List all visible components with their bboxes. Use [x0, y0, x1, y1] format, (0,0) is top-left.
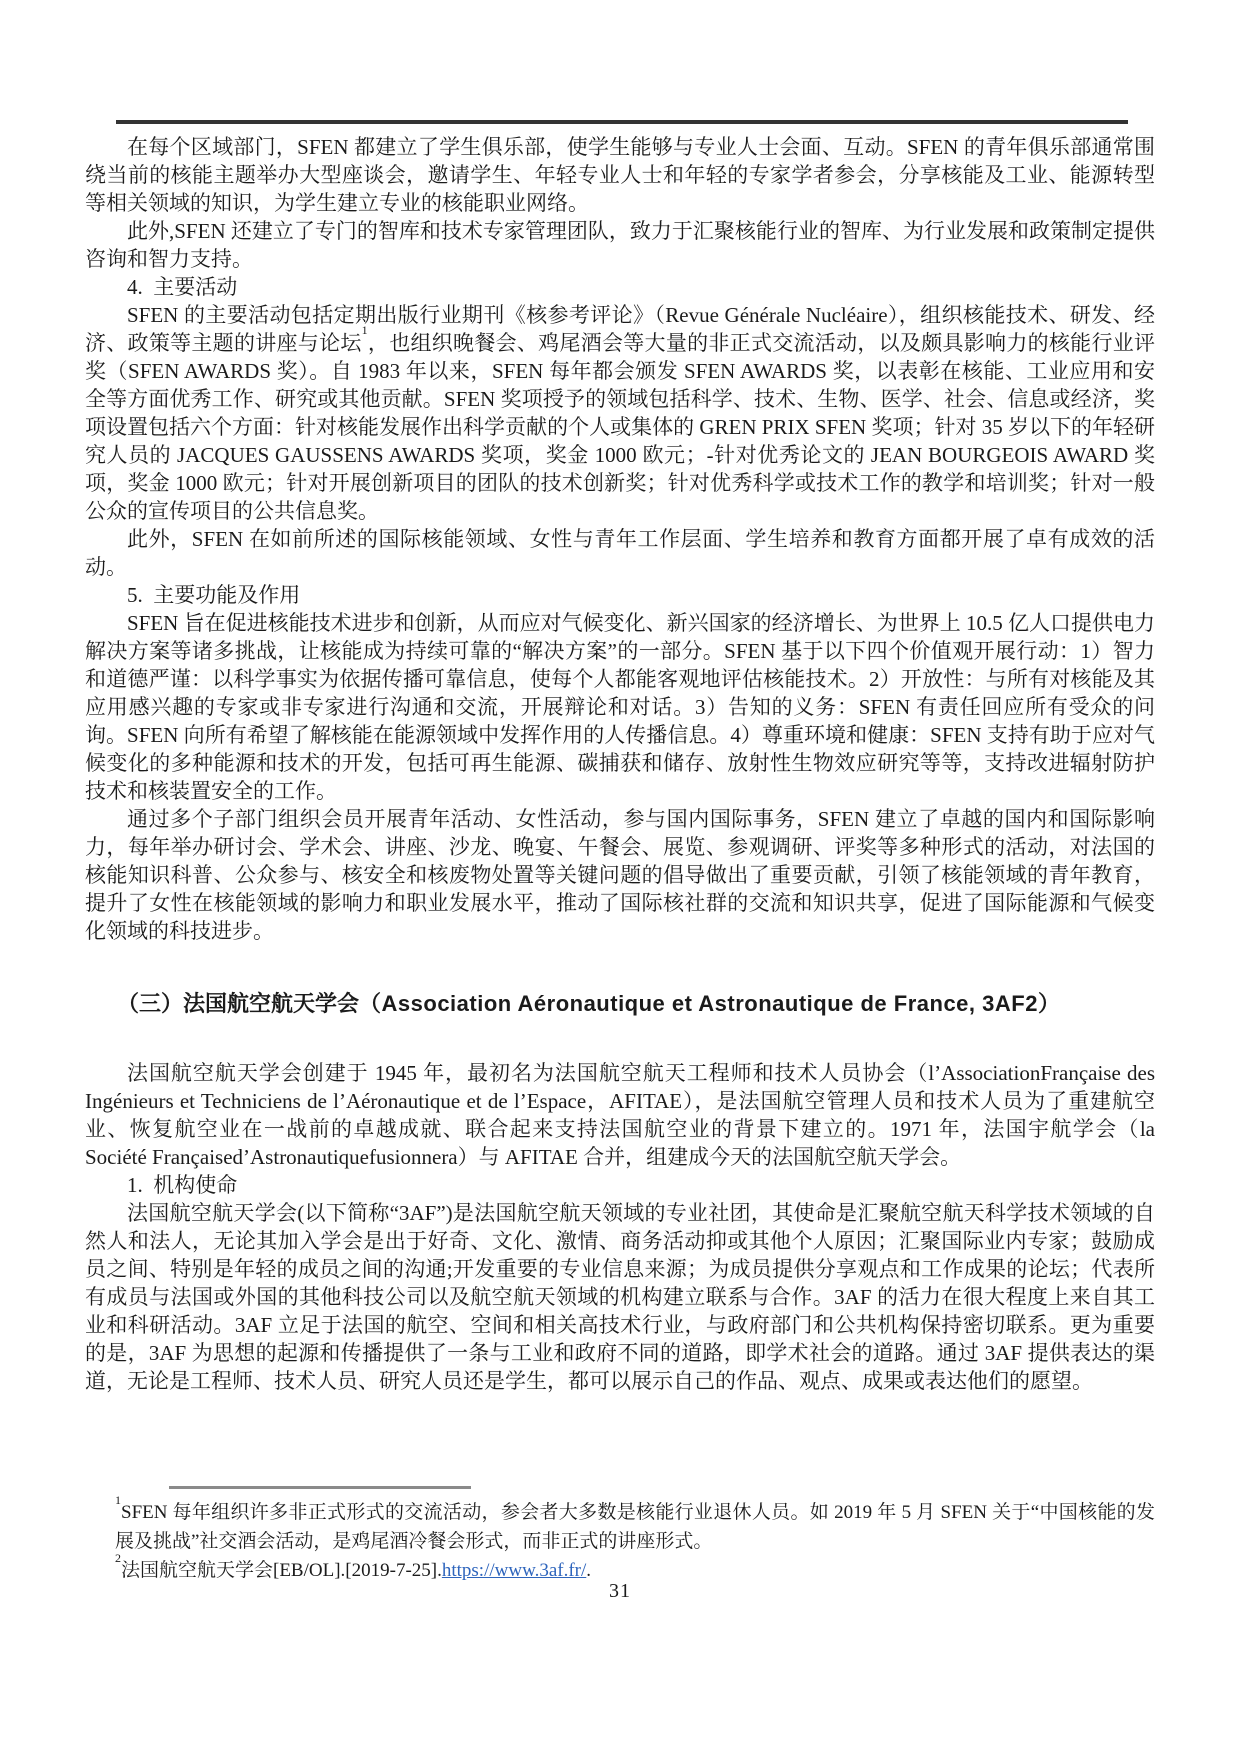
footnote-separator-rule [169, 1486, 471, 1489]
paragraph-3af-history: 法国航空航天学会创建于 1945 年，最初名为法国航空航天工程师和技术人员协会（l’AssociationFrançaise des Ingénieurs et Techniciens de l’Aéronautique et de l’Espace，AFITAE），是法国航空管理人员和技术人员为了重建航空业、恢复航空业在一战前的卓越成就、联合起来支持法国航空业的背景下建立的。1971 年，法国宇航学会（la Société Françaised’Astronautiquefusionnera）与 AFITAE 合并，组建成今天的法国航空航天学会。 [85, 1061, 1155, 1169]
paragraph-text: ，也组织晚餐会、鸡尾酒会等大量的非正式交流活动，以及颇具影响力的核能行业评奖（SFEN AWARDS 奖）。自 1983 年以来，SFEN 每年都会颁发 SFEN AWARDS 奖，以表彰在核能、工业应用和安全等方面优秀工作、研究或其他贡献。SFEN 奖项授予的领域包括科学、技术、生物、医学、社会、信息或经济，奖项设置包括六个方面：针对核能发展作出科学贡献的个人或集体的 GREN PRIX SFEN 奖项；针对 35 岁以下的年轻研究人员的 JACQUES GAUSSENS AWARDS 奖项，奖金 1000 欧元；-针对优秀论文的 JEAN BOURGEOIS AWARD 奖项，奖金 1000 欧元；针对开展创新项目的团队的技术创新奖；针对优秀科学或技术工作的教学和培训奖；针对一般公众的宣传项目的公共信息奖。 [85, 331, 1155, 523]
paragraph-sfen-other-work: 此外，SFEN 在如前所述的国际核能领域、女性与青年工作层面、学生培养和教育方面都开展了卓有成效的活动。 [85, 527, 1155, 579]
header-rule [116, 120, 1128, 124]
footnote-2-text: 法国航空航天学会[EB/OL].[2019-7-25]. [121, 1560, 442, 1581]
paragraph-sfen-student-clubs: 在每个区域部门，SFEN 都建立了学生俱乐部，使学生能够与专业人士会面、互动。SFEN 的青年俱乐部通常围绕当前的核能主题举办大型座谈会，邀请学生、年轻专业人士和年轻的专家学者参会，分享核能及工业、能源转型等相关领域的知识，为学生建立专业的核能职业网络。 [85, 135, 1155, 215]
footnote-ref-1: 1 [361, 323, 368, 337]
heading-org-mission: 1. 机构使命 [127, 1173, 238, 1197]
heading-main-activities: 4. 主要活动 [127, 275, 238, 299]
footnote-1 [115, 1492, 1155, 1556]
section-heading-chinese: （三）法国航空航天学会 [117, 991, 360, 1016]
footnote-2-marker: 2 [115, 1550, 121, 1565]
footnote-2-link[interactable]: https://www.3af.fr/ [441, 1560, 587, 1581]
footnote-2-text-suffix: . [586, 1560, 592, 1581]
footnotes-section [85, 1486, 1155, 1585]
document-body [85, 133, 1155, 1395]
paragraph-sfen-values: SFEN 旨在促进核能技术进步和创新，从而应对气候变化、新兴国家的经济增长、为世界上 10.5 亿人口提供电力解决方案等诸多挑战，让核能成为持续可靠的“解决方案”的一部分。SFEN 基于以下四个价值观开展行动：1）智力和道德严谨：以科学事实为依据传播可靠信息，使每个人都能客观地评估核能技术。2）开放性：与所有对核能及其应用感兴趣的专家或非专家进行沟通和交流，开展辩论和对话。3）告知的义务：SFEN 有责任回应所有受众的问询。SFEN 向所有希望了解核能在能源领域中发挥作用的人传播信息。4）尊重环境和健康：SFEN 支持有助于应对气候变化的多种能源和技术的开发，包括可再生能源、碳捕获和储存、放射性生物效应研究等等，支持改进辐射防护技术和核装置安全的工作。 [85, 611, 1155, 803]
paragraph-sfen-activities [85, 301, 1155, 525]
footnote-1-text: SFEN 每年组织许多非正式形式的交流活动，参会者大多数是核能行业退休人员。如 2019 年 5 月 SFEN 关于“中国核能的发展及挑战”社交酒会活动，是鸡尾酒冷餐会形式，而非正式的讲座形式。 [115, 1502, 1155, 1552]
paragraph-text: SFEN 的主要活动包括定期出版行业期刊《核参考评论》（Revue Générale Nucléaire），组织核能技术、研发、经济、政策等主题的讲座与论坛 [85, 303, 1155, 355]
heading-main-functions: 5. 主要功能及作用 [127, 583, 301, 607]
section-heading-latin: （Association Aéronautique et Astronautique de France, 3AF2） [359, 991, 1061, 1016]
paragraph-sfen-think-tank: 此外,SFEN 还建立了专门的智库和技术专家管理团队，致力于汇聚核能行业的智库、为行业发展和政策制定提供咨询和智力支持。 [85, 219, 1155, 271]
section-heading-3af [85, 989, 1155, 1019]
page-number: 31 [609, 1580, 631, 1602]
footnote-1-marker: 1 [115, 1492, 121, 1507]
paragraph-3af-mission: 法国航空航天学会(以下简称“3AF”)是法国航空航天领域的专业社团，其使命是汇聚航空航天科学技术领域的自然人和法人，无论其加入学会是出于好奇、文化、激情、商务活动抑或其他个人原因；汇聚国际业内专家；鼓励成员之间、特别是年轻的成员之间的沟通;开发重要的专业信息来源；为成员提供分享观点和工作成果的论坛；代表所有成员与法国或外国的其他科技公司以及航空航天领域的机构建立联系与合作。3AF 的活力在很大程度上来自其工业和科研活动。3AF 立足于法国的航空、空间和相关高技术行业，与政府部门和公共机构保持密切联系。更为重要的是，3AF 为思想的起源和传播提供了一条与工业和政府不同的道路，即学术社会的道路。通过 3AF 提供表达的渠道，无论是工程师、技术人员、研究人员还是学生，都可以展示自己的作品、观点、成果或表达他们的愿望。 [85, 1201, 1155, 1393]
paragraph-sfen-influence: 通过多个子部门组织会员开展青年活动、女性活动，参与国内国际事务，SFEN 建立了卓越的国内和国际影响力，每年举办研讨会、学术会、讲座、沙龙、晚宴、午餐会、展览、参观调研、评奖等多种形式的活动，对法国的核能知识科普、公众参与、核安全和核废物处置等关键问题的倡导做出了重要贡献，引领了核能领域的青年教育，提升了女性在核能领域的影响力和职业发展水平，推动了国际核社群的交流和知识共享，促进了国际能源和气候变化领域的科技进步。 [85, 807, 1155, 943]
